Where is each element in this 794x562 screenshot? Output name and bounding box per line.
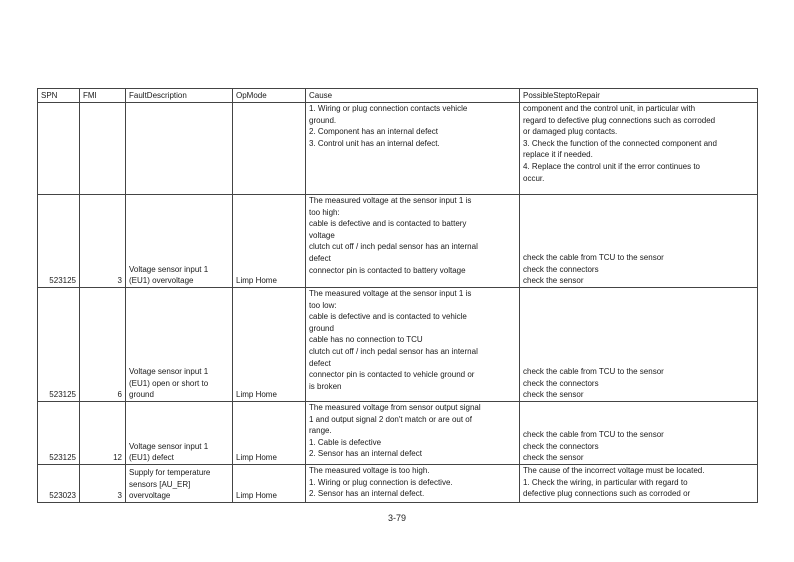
table-row [38,288,758,402]
page-number: 3-79 [387,513,406,523]
header-cause: Cause [306,89,520,103]
cell-fmi: 6 [80,288,126,402]
cell-fault-description: Supply for temperature sensors [AU_ER] overvoltage [126,465,233,503]
cell-opmode: Limp Home [233,465,306,503]
cell-spn [38,103,80,195]
header-opmode: OpMode [233,89,306,103]
cell-fault-description: Voltage sensor input 1 (EU1) open or short to ground [126,288,233,402]
table-row [38,195,758,288]
table-row [38,465,758,503]
cell-repair: The cause of the incorrect voltage must be located. 1. Check the wiring, in particular with regard to defective plug connections such as corroded or [520,465,758,503]
cell-opmode [233,103,306,195]
cell-fmi: 12 [80,402,126,465]
table-row [38,402,758,465]
cell-fault-description: Voltage sensor input 1 (EU1) overvoltage [126,195,233,288]
header-possible-step-to-repair: PossibleSteptoRepair [520,89,758,103]
cell-cause: The measured voltage is too high. 1. Wiring or plug connection is defective. 2. Sensor has an internal defect. [306,465,520,503]
table-header-row [38,89,758,103]
cell-spn: 523125 [38,402,80,465]
table-row [38,103,758,195]
header-fmi: FMI [80,89,126,103]
cell-cause: The measured voltage at the sensor input 1 is too high: cable is defective and is contacted to battery voltage clutch cut off / inch pedal sensor has an internal defect connector pin is contacted to battery voltage [306,195,520,288]
cell-opmode: Limp Home [233,288,306,402]
cell-repair: check the cable from TCU to the sensor check the connectors check the sensor [520,402,758,465]
cell-opmode: Limp Home [233,195,306,288]
cell-spn: 523023 [38,465,80,503]
cell-fmi [80,103,126,195]
cell-opmode: Limp Home [233,402,306,465]
cell-repair: component and the control unit, in particular with regard to defective plug connections such as corroded or damaged plug contacts. 3. Check the function of the connected component and replace it if needed. 4. Replace the control unit if the error continues to occur. [520,103,758,195]
cell-fmi: 3 [80,465,126,503]
cell-fmi: 3 [80,195,126,288]
cell-spn: 523125 [38,288,80,402]
header-fault-description: FaultDescription [126,89,233,103]
cell-cause: 1. Wiring or plug connection contacts vehicle ground. 2. Component has an internal defect 3. Control unit has an internal defect. [306,103,520,195]
cell-fault-description [126,103,233,195]
cell-fault-description: Voltage sensor input 1 (EU1) defect [126,402,233,465]
cell-repair: check the cable from TCU to the sensor check the connectors check the sensor [520,195,758,288]
cell-spn: 523125 [38,195,80,288]
cell-cause: The measured voltage from sensor output signal 1 and output signal 2 don't match or are out of range. 1. Cable is defective 2. Sensor has an internal defect [306,402,520,465]
header-spn: SPN [38,89,80,103]
cell-cause: The measured voltage at the sensor input 1 is too low: cable is defective and is contacted to vehicle ground cable has no connection to TCU clutch cut off / inch pedal sensor has an internal defect connector pin is contacted to vehicle ground or is broken [306,288,520,402]
fault-code-table [37,88,758,503]
cell-repair: check the cable from TCU to the sensor check the connectors check the sensor [520,288,758,402]
